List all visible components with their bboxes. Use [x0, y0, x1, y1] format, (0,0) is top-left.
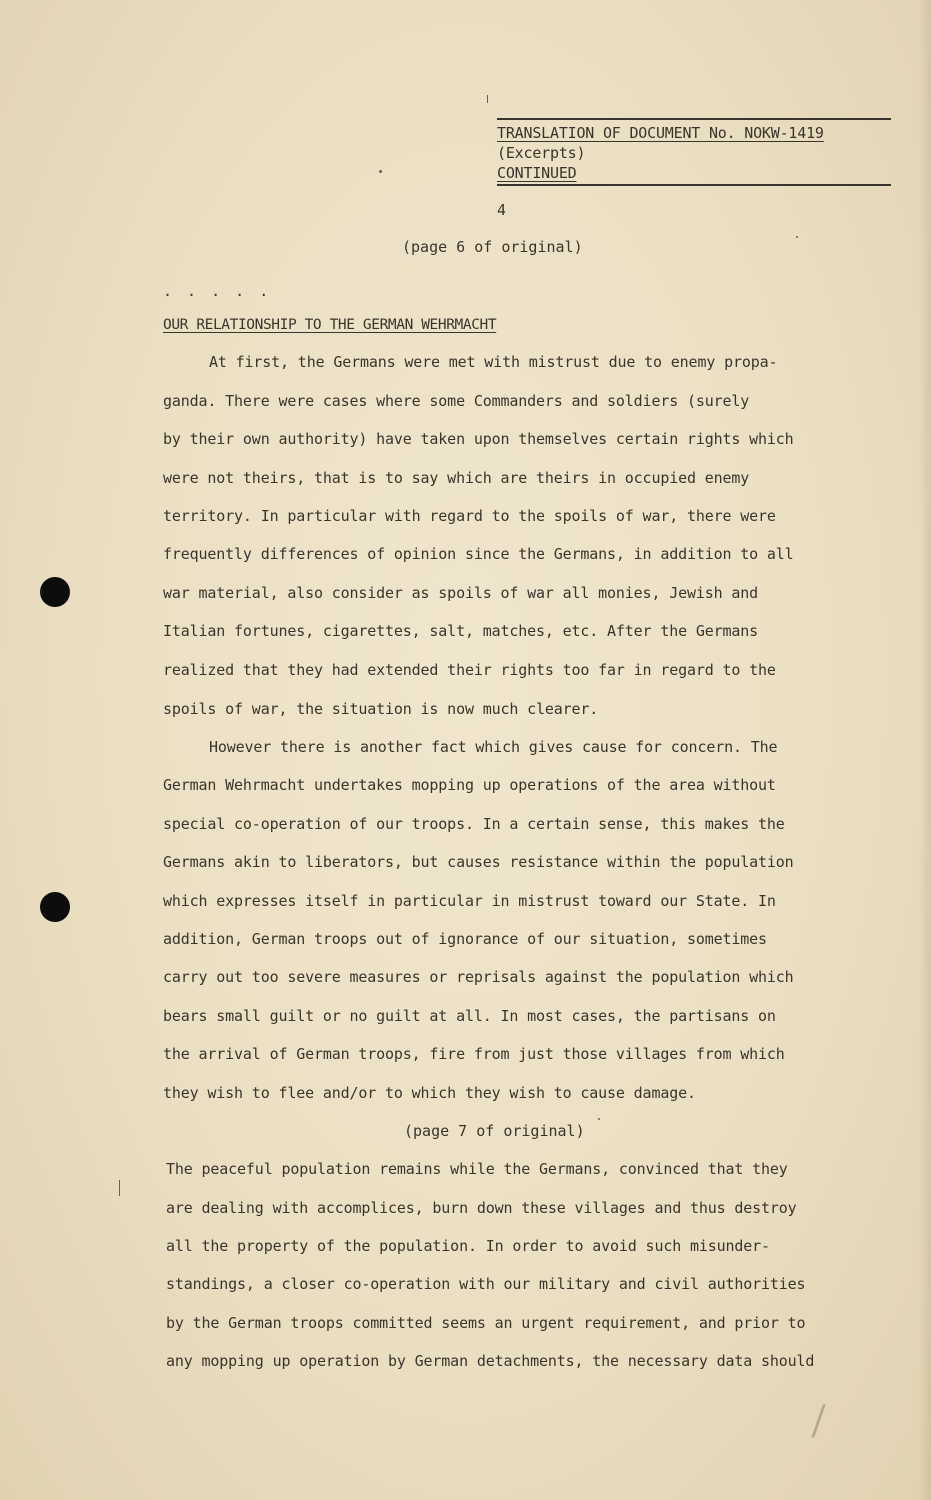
- document-header: [497, 118, 891, 186]
- text-line: frequently differences of opinion since the Germans, in addition to all: [163, 545, 794, 563]
- paper-speck: [598, 1118, 600, 1120]
- text-line: are dealing with accomplices, burn down these villages and thus destroy: [166, 1199, 797, 1217]
- text-line: However there is another fact which gives cause for concern. The: [209, 738, 778, 756]
- punch-hole-upper: [40, 577, 70, 607]
- paper-speck: [796, 236, 798, 238]
- text-line: special co-operation of our troops. In a certain sense, this makes the: [163, 815, 785, 833]
- text-line: ganda. There were cases where some Commanders and soldiers (surely: [163, 392, 750, 410]
- section-heading: OUR RELATIONSHIP TO THE GERMAN WEHRMACHT: [163, 317, 497, 333]
- paper-speck: [379, 170, 382, 173]
- text-line: addition, German troops out of ignorance of our situation, sometimes: [163, 930, 767, 948]
- text-line: standings, a closer co-operation with our military and civil authorities: [166, 1275, 806, 1293]
- text-line: any mopping up operation by German detachments, the necessary data should: [166, 1352, 815, 1370]
- text-line: Germans akin to liberators, but causes resistance within the population: [163, 853, 794, 871]
- text-line: German Wehrmacht undertakes mopping up operations of the area without: [163, 776, 776, 794]
- header-top-rule: [497, 118, 891, 120]
- text-line: spoils of war, the situation is now much clearer.: [163, 700, 599, 718]
- margin-pencil-mark: [119, 1180, 120, 1196]
- text-line: war material, also consider as spoils of war all monies, Jewish and: [163, 584, 759, 602]
- text-line: the arrival of German troops, fire from just those villages from which: [163, 1045, 785, 1063]
- header-continued: CONTINUED: [497, 164, 577, 182]
- text-line: territory. In particular with regard to the spoils of war, there were: [163, 507, 776, 525]
- paper-speck: [487, 95, 488, 103]
- text-line: by their own authority) have taken upon themselves certain rights which: [163, 430, 794, 448]
- header-excerpts: (Excerpts): [497, 144, 586, 162]
- text-line: were not theirs, that is to say which are theirs in occupied enemy: [163, 469, 750, 487]
- text-line: Italian fortunes, cigarettes, salt, matches, etc. After the Germans: [163, 622, 759, 640]
- omission-ellipsis: . . . . .: [163, 282, 272, 300]
- text-line: realized that they had extended their rights too far in regard to the: [163, 661, 776, 679]
- text-line: The peaceful population remains while the Germans, convinced that they: [166, 1160, 788, 1178]
- header-bottom-rule: [497, 184, 891, 186]
- text-line: they wish to flee and/or to which they wish to cause damage.: [163, 1084, 696, 1102]
- text-line: carry out too severe measures or reprisals against the population which: [163, 968, 794, 986]
- punch-hole-lower: [40, 892, 70, 922]
- original-page-ref: (page 7 of original): [404, 1122, 585, 1140]
- text-line: all the property of the population. In order to avoid such misunder-: [166, 1237, 770, 1255]
- page-edge-shadow: [919, 0, 931, 1500]
- faint-handwritten-mark: /: [809, 1397, 828, 1443]
- text-line: by the German troops committed seems an urgent requirement, and prior to: [166, 1314, 806, 1332]
- text-line: At first, the Germans were met with mistrust due to enemy propa-: [209, 353, 778, 371]
- header-title: TRANSLATION OF DOCUMENT No. NOKW-1419: [497, 124, 824, 142]
- text-line: bears small guilt or no guilt at all. In most cases, the partisans on: [163, 1007, 776, 1025]
- page-number: 4: [497, 201, 507, 219]
- original-page-ref: (page 6 of original): [402, 238, 583, 256]
- text-line: which expresses itself in particular in mistrust toward our State. In: [163, 892, 776, 910]
